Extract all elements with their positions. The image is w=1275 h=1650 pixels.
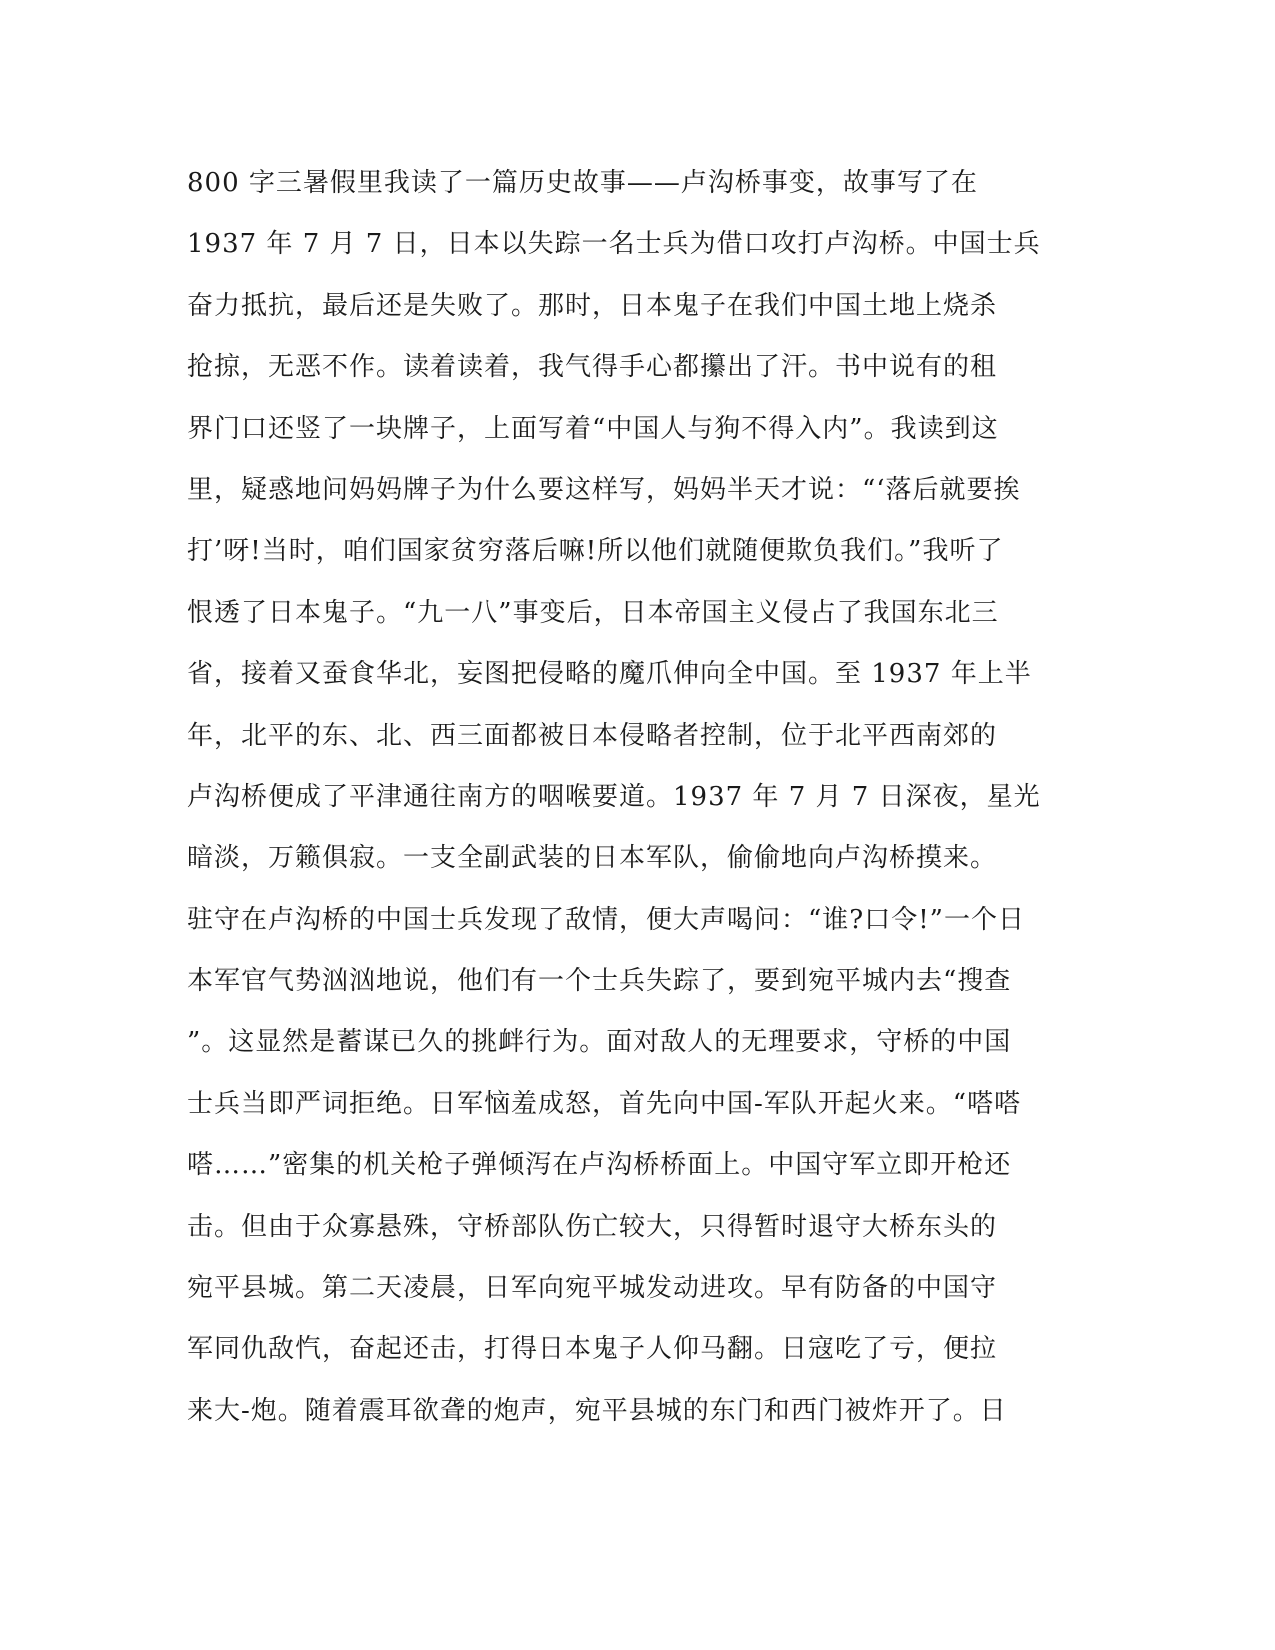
essay-body [187,163,1087,1452]
text-line: 嗒……”密集的机关枪子弹倾泻在卢沟桥桥面上。中国守军立即开枪还 [187,1150,1012,1181]
text-line: 800 字三暑假里我读了一篇历史故事——卢沟桥事变，故事写了在 [187,168,978,198]
text-line: 界门口还竖了一块牌子，上面写着“中国人与狗不得入内”。我读到这 [187,413,999,444]
text-line: 里，疑惑地问妈妈牌子为什么要这样写，妈妈半天才说：“‘落后就要挨 [187,474,1021,505]
text-line: 本军官气势汹汹地说，他们有一个士兵失踪了，要到宛平城内去“搜查 [187,966,1012,997]
text-line: 击。但由于众寡悬殊，守桥部队伤亡较大，只得暂时退守大桥东头的 [187,1211,998,1242]
text-line: 恨透了日本鬼子。“九一八”事变后，日本帝国主义侵占了我国东北三 [187,597,999,628]
text-line: 抢掠，无恶不作。读着读着，我气得手心都攥出了汗。书中说有的租 [187,352,998,383]
text-line: 奋力抵抗，最后还是失败了。那时，日本鬼子在我们中国土地上烧杀 [187,290,998,321]
text-line: 打’呀!当时，咱们国家贫穷落后嘛!所以他们就随便欺负我们。”我听了 [187,536,1004,567]
text-line: 士兵当即严词拒绝。日军恼羞成怒，首先向中国-军队开起火来。“嗒嗒 [187,1088,1022,1119]
text-line: 省，接着又蚕食华北，妄图把侵略的魔爪伸向全中国。至 1937 年上半 [187,659,1032,690]
text-line: 1937 年 7 月 7 日，日本以失踪一名士兵为借口攻打卢沟桥。中国士兵 [187,229,1041,260]
text-line: 驻守在卢沟桥的中国士兵发现了敌情，便大声喝问：“谁?口令!”一个日 [187,904,1025,935]
text-line: 年，北平的东、北、西三面都被日本侵略者控制，位于北平西南郊的 [187,720,998,751]
text-line: 来大-炮。随着震耳欲聋的炮声，宛平县城的东门和西门被炸开了。日 [187,1395,1007,1426]
text-line: 暗淡，万籁俱寂。一支全副武装的日本军队，偷偷地向卢沟桥摸来。 [187,843,998,874]
text-line: ”。这显然是蓄谋已久的挑衅行为。面对敌人的无理要求，守桥的中国 [187,1027,1012,1058]
text-line: 宛平县城。第二天凌晨，日军向宛平城发动进攻。早有防备的中国守 [187,1273,998,1304]
text-line: 卢沟桥便成了平津通往南方的咽喉要道。1937 年 7 月 7 日深夜，星光 [187,781,1041,812]
text-line: 军同仇敌忾，奋起还击，打得日本鬼子人仰马翻。日寇吃了亏，便拉 [187,1334,998,1365]
